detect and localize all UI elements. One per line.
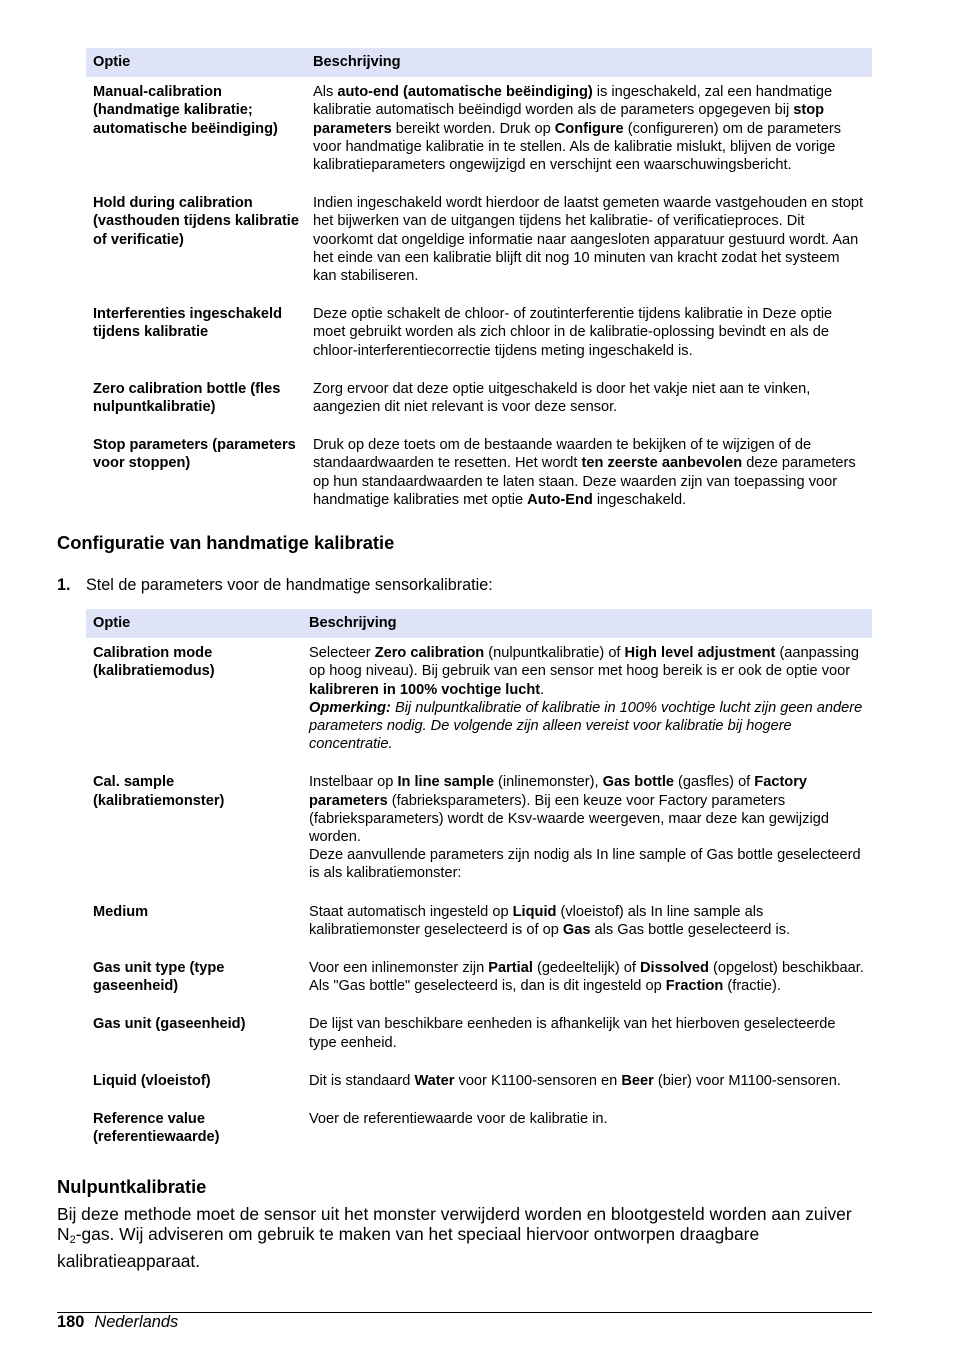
column-header-option: Optie — [86, 609, 302, 638]
page-footer — [57, 1313, 178, 1332]
zero-calibration-paragraph — [57, 1204, 857, 1271]
description-cell — [302, 638, 872, 766]
table-header-row — [86, 609, 872, 638]
description-text: Dit is standaard — [309, 1072, 415, 1089]
description-cell — [302, 1065, 872, 1103]
description-text: Bij nulpuntkalibratie of kalibratie in 100% vochtige lucht zijn geen andere parameters nodig. De volgende zijn alleen vereist voor kalibratie bij hogere concentratie. — [309, 699, 863, 753]
description-text: (bier) voor M1100-sensoren. — [653, 1072, 841, 1089]
table-header-row — [86, 48, 872, 77]
description-text: Selecteer — [309, 645, 375, 662]
description-text: Factory parameters — [309, 774, 808, 809]
option-cell: Medium — [93, 903, 149, 920]
description-text: Voer de referentiewaarde voor de kalibratie in. — [309, 1111, 608, 1128]
column-header-option: Optie — [86, 48, 306, 77]
description-text: Gas — [562, 921, 591, 938]
option-cell: Stop parameters (parameters voor stoppen) — [93, 437, 296, 472]
description-text: voor K1100-sensoren en — [454, 1072, 622, 1089]
description-text: stop parameters — [313, 102, 825, 137]
option-cell: Interferenties ingeschakeld tijdens kalibratie — [93, 306, 282, 341]
description-text: Voor een inlinemonster zijn — [309, 960, 489, 977]
description-text: Zorg ervoor dat deze optie uitgeschakeld is door het vakje niet aan te vinken, aangezien dit niet relevant is voor deze sensor. — [313, 380, 811, 416]
description-text: Deze optie schakelt de chloor- of zoutinterferentie tijdens kalibratie in Deze optie moet gebruikt worden als zich chloor in de kalibratie-oplossing bevindt en als de chloor-interferentiecorrectie tijdens meting ingeschakeld is. — [313, 306, 833, 359]
section-heading-zero-calibration: Nulpuntkalibratie — [57, 1176, 207, 1197]
description-text: In line sample — [397, 774, 494, 791]
description-text: Fraction — [665, 978, 724, 995]
description-text: (vloeistof) als In line sample als kalibratiemonster geselecteerd is of op — [309, 903, 764, 938]
step-number: 1. — [57, 576, 71, 594]
description-text: auto-end (automatische beëindiging) — [337, 84, 593, 101]
description-text: (fractie). — [723, 978, 781, 995]
description-text: Water — [414, 1072, 455, 1089]
description-text: Partial — [488, 960, 533, 977]
step-text: Stel de parameters voor de handmatige sensorkalibratie: — [86, 576, 493, 594]
page-number: 180 — [57, 1313, 85, 1331]
description-text: High level adjustment — [624, 645, 776, 662]
table-row — [86, 429, 872, 522]
table-row — [86, 896, 872, 952]
description-text: (nulpuntkalibratie) of — [484, 645, 625, 662]
option-cell: Gas unit (gaseenheid) — [93, 1016, 246, 1033]
option-cell: Gas unit type (type gaseenheid) — [93, 960, 225, 995]
description-text: Indien ingeschakeld wordt hierdoor de laatst gemeten waarde vastgehouden en stopt het bijwerken van de uitgangen tijdens het kalibratie- of verificatieproces. Dit voorkomt dat ongeldige informatie naar aangesloten apparatuur gestuurd wordt. Aan het einde van een kalibratie blijft dit nog 10 minuten van kracht zodat het systeem kan stabiliseren. — [313, 195, 864, 285]
description-cell — [306, 373, 872, 429]
description-text: Gas bottle — [602, 774, 674, 791]
description-text: kalibreren in 100% vochtige lucht — [309, 681, 541, 698]
description-text: De lijst van beschikbare eenheden is afhankelijk van het hierboven geselecteerde type eenheid. — [309, 1016, 836, 1051]
section-heading-manual-calibration: Configuratie van handmatige kalibratie — [57, 532, 395, 553]
table-row — [86, 638, 872, 766]
description-text: (configureren) om de parameters voor handmatige kalibratie in te stellen. Als de kalibratie mislukt, blijven de vorige kalibratieparameters ongewijzigd en verschijnt een waarschuwingsbericht. — [313, 120, 842, 174]
column-header-description: Beschrijving — [302, 609, 872, 638]
description-text: ten zeerste aanbevolen — [581, 455, 743, 472]
option-cell: Manual-calibration (handmatige kalibratie; automatische beëindiging) — [93, 84, 278, 137]
table-row — [86, 187, 872, 298]
description-cell — [306, 77, 872, 187]
description-text: (inlinemonster), — [493, 774, 603, 791]
description-text: Opmerking: — [309, 699, 391, 716]
table-row — [86, 766, 872, 895]
description-text: (fabrieksparameters). Bij een keuze voor Factory parameters (fabrieksparameters) wordt de Ksv-waarde weergeven, maar deze kan gewijzigd worden. — [309, 792, 829, 846]
description-text: Als — [313, 84, 338, 101]
options-table-calibration-settings — [86, 48, 872, 522]
table-row — [86, 1065, 872, 1103]
description-text: deze parameters op hun standaardwaarden te laten staan. Deze waarden zijn van toepassing voor handmatige kalibraties met optie — [313, 455, 856, 508]
table-row — [86, 373, 872, 429]
option-cell: Hold during calibration (vasthouden tijdens kalibratie of verificatie) — [93, 195, 299, 248]
footer-language: Nederlands — [94, 1313, 179, 1331]
table-row — [86, 952, 872, 1008]
description-text: Druk op deze toets om de bestaande waarden te bekijken of te wijzigen of de standaardwaarden te resetten. Het wordt — [313, 437, 812, 472]
description-text: (gedeeltelijk) of — [532, 960, 640, 977]
footer-divider — [57, 1312, 872, 1313]
description-text: ingeschakeld. — [592, 491, 687, 508]
option-cell: Cal. sample (kalibratiemonster) — [93, 774, 225, 809]
paragraph-text: Bij deze methode moet de sensor uit het monster verwijderd worden en blootgesteld worden aan zuiver N — [57, 1204, 852, 1245]
description-text: Liquid — [512, 903, 557, 920]
description-text: Zero calibration — [374, 645, 485, 662]
description-cell — [306, 187, 872, 298]
description-cell — [306, 298, 872, 373]
table-row — [86, 1103, 872, 1159]
subscript-2: 2 — [69, 1234, 76, 1247]
description-cell — [302, 896, 872, 952]
description-text: Instelbaar op — [309, 774, 398, 791]
description-text: is ingeschakeld, zal een handmatige kalibratie automatisch beëindigd worden als de parameters opgegeven bij — [313, 84, 833, 119]
description-text: (gasfles) of — [674, 774, 755, 791]
description-text: (opgelost) beschikbaar. Als "Gas bottle" geselecteerd is, dan is dit ingesteld op — [309, 960, 864, 995]
step-item — [57, 576, 493, 595]
option-cell: Reference value (referentiewaarde) — [93, 1111, 220, 1146]
description-text: als Gas bottle geselecteerd is. — [590, 921, 791, 938]
column-header-description: Beschrijving — [306, 48, 872, 77]
description-text: Auto-End — [527, 491, 593, 508]
description-cell — [302, 766, 872, 895]
description-text: (aanpassing op hoog niveau). Bij gebruik van een sensor met hoog bereik is er ook de optie voor — [309, 645, 859, 680]
description-text: bereikt worden. Druk op — [391, 120, 555, 137]
table-row — [86, 1008, 872, 1064]
paragraph-text-continued: -gas. Wij adviseren om gebruik te maken van het speciaal hiervoor ontworpen draagbare kalibratieapparaat. — [57, 1224, 760, 1271]
description-cell — [306, 429, 872, 522]
description-text: Configure — [554, 120, 624, 137]
table-row — [86, 298, 872, 373]
description-text: . — [540, 681, 545, 698]
option-cell: Liquid (vloeistof) — [93, 1072, 211, 1089]
description-cell — [302, 1103, 872, 1159]
table-row — [86, 77, 872, 187]
description-text: Staat automatisch ingesteld op — [309, 903, 513, 920]
description-cell — [302, 1008, 872, 1064]
description-cell — [302, 952, 872, 1008]
options-table-manual-calibration — [86, 609, 872, 1159]
description-text: Beer — [621, 1072, 654, 1089]
option-cell: Calibration mode (kalibratiemodus) — [93, 645, 215, 680]
option-cell: Zero calibration bottle (fles nulpuntkalibratie) — [93, 380, 281, 416]
description-text: Deze aanvullende parameters zijn nodig als In line sample of Gas bottle geselecteerd is als kalibratiemonster: — [309, 847, 861, 882]
description-text: Dissolved — [639, 960, 709, 977]
